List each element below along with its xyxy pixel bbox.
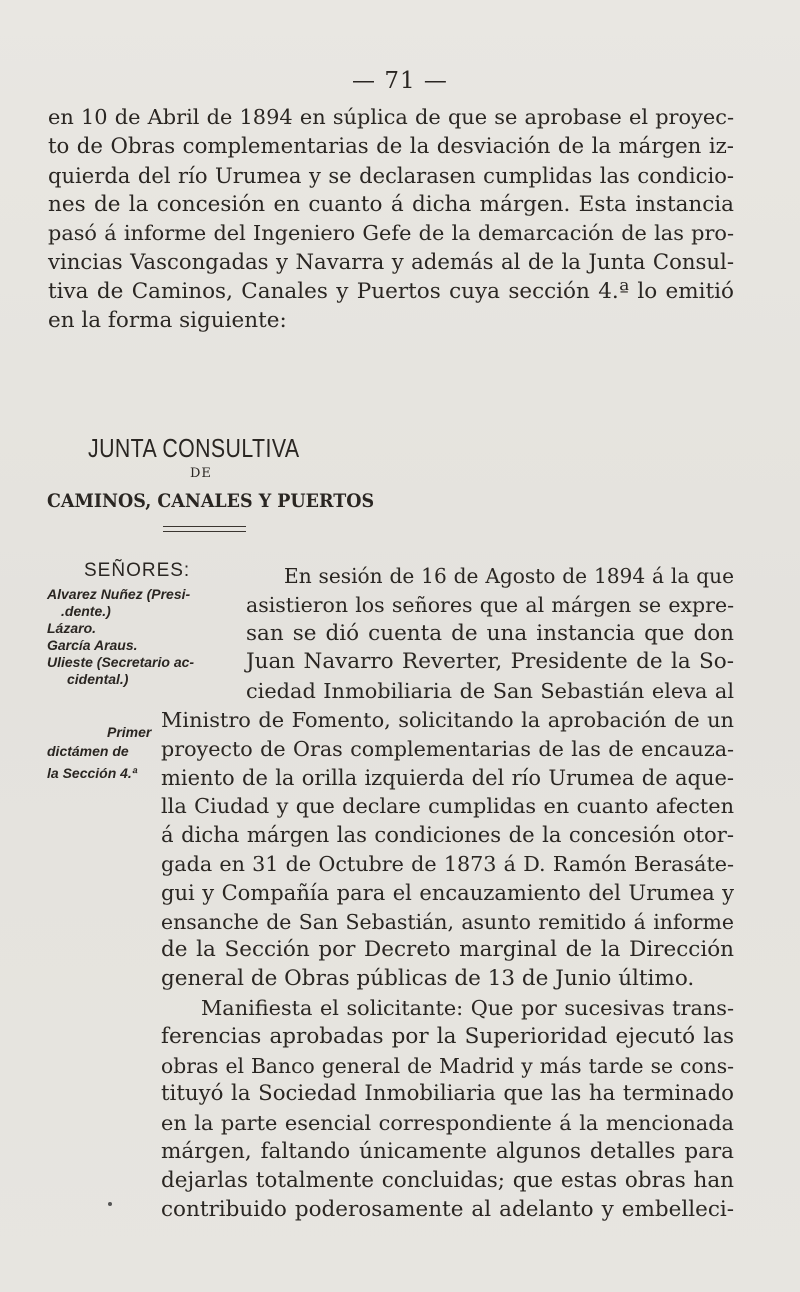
text-line: miento de la orilla izquierda del río Urumea de aque- (161, 765, 734, 790)
text-line: to de Obras complementarias de la desviación de la márgen iz- (48, 134, 734, 159)
member-line: García Araus. (47, 637, 138, 653)
text-line: proyecto de Oras complementarias de las de encauza- (161, 736, 734, 761)
text-line: tituyó la Sociedad Inmobiliaria que las ha terminado (161, 1081, 734, 1107)
text-line: nes de la concesión en cuanto á dicha márgen. Esta instancia (48, 192, 734, 217)
text-line: ensanche de San Sebastián, asunto remitido á informe (161, 909, 734, 934)
divider-rule (163, 531, 246, 532)
text-line: En sesión de 16 de Agosto de 1894 á la que (284, 564, 734, 588)
note-line: la Sección 4.ª (47, 765, 138, 781)
member-line: .dente.) (61, 603, 111, 619)
text-line: en la forma siguiente: (48, 308, 287, 333)
intro-paragraph (48, 103, 734, 335)
text-line: ciedad Inmobiliaria de San Sebastián eleva al (246, 679, 734, 704)
text-line: dejarlas totalmente concluidas; que estas obras han (161, 1167, 734, 1193)
member-line: Lázaro. (47, 620, 97, 636)
text-line: general de Obras públicas de 13 de Junio último. (161, 966, 695, 992)
text-line: Juan Navarro Reverter, Presidente de la So- (246, 649, 734, 675)
note-line: dictámen de (47, 743, 129, 759)
text-line: contribuido poderosamente al adelanto y embelleci- (161, 1196, 734, 1222)
text-line: Manifiesta el solicitante: Que por sucesivas trans- (201, 995, 734, 1020)
text-line: lla Ciudad y que declare cumplidas en cuanto afecten (161, 794, 734, 819)
margin-senores: SEÑORES: (84, 560, 191, 581)
text-line: obras el Banco general de Madrid y más tarde se cons- (161, 1053, 734, 1078)
text-line: á dicha márgen las condiciones de la concesión otor- (161, 822, 734, 848)
heading-caminos: CAMINOS, CANALES Y PUERTOS (47, 490, 375, 512)
member-line: cidental.) (67, 671, 129, 687)
margin-members (47, 586, 237, 688)
member-line: Alvarez Nuñez (Presi- (47, 586, 191, 602)
text-line: de la Sección por Decreto marginal de la Dirección (161, 937, 734, 963)
text-line: márgen, faltando únicamente algunos detalles para (161, 1138, 734, 1164)
text-line: gui y Compañía para el encauzamiento del Urumea y (161, 879, 734, 905)
text-line: pasó á informe del Ingeniero Gefe de la demarcación de las pro- (48, 221, 734, 245)
page-number: — 71 — (352, 68, 448, 94)
text-line: quierda del río Urumea y se declarasen cumplidas las condicio- (48, 163, 734, 188)
text-line: vincias Vascongadas y Navarra y además al de la Junta Consul- (48, 250, 734, 275)
text-line: san se dió cuenta de una instancia que don (246, 620, 734, 646)
body-first-lines (246, 562, 734, 706)
divider-rule (163, 526, 246, 527)
body-paragraph (161, 706, 734, 1224)
text-line: asistieron los señores que al márgen se expre- (246, 592, 734, 617)
ink-speck (108, 1202, 112, 1206)
text-line: Ministro de Fomento, solicitando la aprobación de un (161, 708, 734, 732)
text-line: ferencias aprobadas por la Superioridad ejecutó las (161, 1023, 734, 1049)
text-line: tiva de Caminos, Canales y Puertos cuya sección 4.ª lo emitió (48, 279, 734, 304)
note-line: Primer (107, 724, 152, 740)
text-line: en 10 de Abril de 1894 en súplica de que se aprobase el proyec- (48, 105, 734, 129)
heading-junta-consultiva: JUNTA CONSULTIVA (88, 433, 300, 463)
text-line: gada en 31 de Octubre de 1873 á D. Ramón Berasáte- (161, 851, 734, 876)
member-line: Ulieste (Secretario ac- (47, 654, 195, 670)
text-line: en la parte esencial correspondiente á la mencionada (161, 1111, 734, 1136)
heading-de: DE (190, 466, 212, 481)
